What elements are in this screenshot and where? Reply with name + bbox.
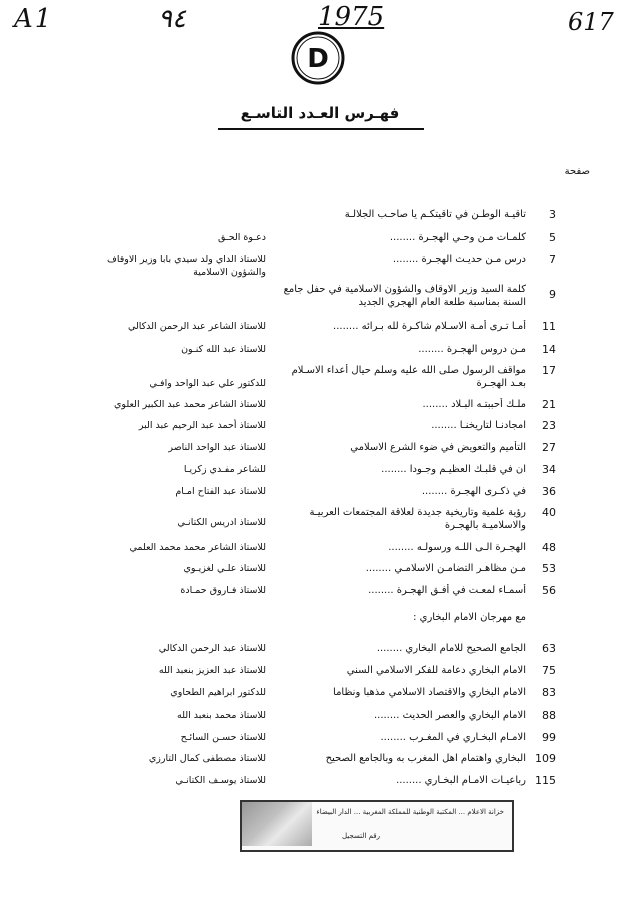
toc-page-number: 21	[542, 398, 556, 411]
stamp-image	[242, 802, 312, 846]
toc-page-number: 83	[542, 686, 556, 699]
toc-author: للاستاذ الشاعر عبد الرحمن الدكالي	[127, 321, 266, 332]
toc-author: للاستاذ فـاروق حمـادة	[180, 585, 266, 596]
toc-author: للاستاذ عبد العزيز بنعبد الله	[158, 665, 266, 676]
toc-author: للاستاذ أحمد عبد الرحيم عبد البر	[138, 420, 266, 431]
toc-title: ملـك أحببتـه البـلاد ........	[422, 399, 526, 410]
toc-page-number: 48	[542, 541, 556, 554]
toc-author: للاستاذ الشاعر محمد عبد الكبير العلوي	[113, 399, 266, 410]
handwritten-code-left: A1	[14, 4, 54, 34]
toc-page-number: 3	[549, 208, 556, 221]
stamp-text: خزانة الاعلام ... المكتبة الوطنية للمملكة المغربية ... الدار البيضاء	[316, 808, 504, 816]
toc-author: للشاعر مفـدي زكريـا	[183, 464, 266, 475]
handwritten-code-right: 617	[568, 8, 614, 36]
toc-page-number: 23	[542, 419, 556, 432]
toc-author: للاستاذ علـي لغزيـوي	[183, 563, 266, 574]
toc-author: للاستاذ الشاعر محمد محمد العلمي	[129, 542, 266, 553]
toc-page-number: 109	[535, 752, 556, 765]
toc-title: مـن دروس الهجـرة ........	[418, 344, 526, 355]
logo-d-icon	[290, 30, 346, 86]
toc-author: للدكتور علي عبد الواحد وافـي	[149, 378, 266, 389]
toc-author: للاستاذ حسـن السائـح	[180, 732, 266, 743]
toc-page-number: 11	[542, 320, 556, 333]
toc-title: الامام البخاري دعامة للفكر الاسلامي السني	[346, 665, 526, 676]
toc-title: البخاري واهتمام اهل المغرب به وبالجامع الصحيح	[325, 753, 526, 764]
toc-page-number: 75	[542, 664, 556, 677]
library-stamp	[240, 800, 514, 852]
toc-page-number: 99	[542, 731, 556, 744]
toc-page-number: 115	[535, 774, 556, 787]
toc-page-number: 88	[542, 709, 556, 722]
toc-title: الامـام البخـاري في المغـرب ........	[380, 732, 526, 743]
toc-title: درس مـن حديـث الهجـرة ........	[392, 254, 526, 265]
toc-page-number: 36	[542, 485, 556, 498]
toc-author: للاستاذ عبد الفتاح امـام	[175, 486, 266, 497]
toc-title: مواقف الرسول صلى الله عليه وسلم حيال أعداء الاسـلام بعـد الهجـرة	[291, 365, 526, 389]
toc-title: كلمة السيد وزير الاوقاف والشؤون الاسلامية في حفل جامع السنة بمناسبة طلعة العام الهجري الجديد	[283, 284, 526, 308]
toc-title: كلمـات مـن وحـي الهجـرة ........	[389, 232, 526, 243]
toc-page-number: 17	[542, 364, 556, 377]
toc-author: للاستاذ عبد الواحد الناصر	[168, 442, 266, 453]
toc-page-number: 40	[542, 506, 556, 519]
section-heading: مع مهرجان الامام البخاري :	[413, 612, 526, 623]
toc-author: للاستاذ يوسـف الكتانـي	[175, 775, 266, 786]
toc-page-number: 56	[542, 584, 556, 597]
toc-title: أسمـاء لمعـت في أفـق الهجـرة ........	[368, 585, 526, 596]
toc-title: التأميم والتعويض في ضوء الشرع الاسلامي	[350, 442, 526, 453]
toc-title: في ذكـرى الهجـرة ........	[421, 486, 526, 497]
toc-title: أمـا تـرى أمـة الاسـلام شاكـرة لله بـرائه ........	[333, 321, 526, 332]
page-title: فهـرس العـدد التاسـع	[240, 104, 400, 122]
toc-author: للاستاذ عبد الرحمن الدكالي	[158, 643, 266, 654]
toc-author: للاستاذ الداي ولد سيدي بابا وزير الاوقاف والشؤون الاسلامية	[106, 254, 266, 278]
toc-page-number: 7	[549, 253, 556, 266]
toc-title: الهجـرة الـى اللـه ورسولـه ........	[388, 542, 526, 553]
toc-page-number: 27	[542, 441, 556, 454]
toc-page-number: 9	[549, 288, 556, 301]
toc-page-number: 34	[542, 463, 556, 476]
toc-author: للاستاذ مصطفى كمال التارزي	[148, 753, 266, 764]
handwritten-year: 1975	[318, 2, 385, 32]
toc-title: امجادنـا لتاريخنـا ........	[431, 420, 526, 431]
toc-author: دعـوة الحـق	[218, 232, 266, 243]
toc-title: ان في قلبـك العظيـم وجـودا ........	[381, 464, 526, 475]
stamp-signature-label: رقم التسجيل	[342, 832, 380, 840]
title-underline	[218, 128, 424, 130]
toc-page-number: 5	[549, 231, 556, 244]
toc-page-number: 63	[542, 642, 556, 655]
toc-author: للاستاذ ادريس الكتانـي	[177, 517, 266, 528]
toc-title: تاقيـة الوطـن في تاقيتكـم يا صاحـب الجلالـة	[344, 209, 526, 220]
toc-author: للاستاذ عبد الله كنـون	[181, 344, 266, 355]
toc-title: رؤية علمية وتاريخية جديدة لعلاقة المجتمعات العربيـة والاسلاميـة بالهجـرة	[309, 507, 526, 531]
logo-letter: D	[307, 44, 329, 74]
toc-title: الامام البخاري والاقتصاد الاسلامي مذهبا ونظاما	[333, 687, 526, 698]
handwritten-issue-number: ٩٤	[158, 4, 186, 34]
toc-title: رباعيـات الامـام البخـاري ........	[396, 775, 526, 786]
page-column-header: صفحة	[564, 166, 590, 177]
toc-title: مـن مظاهـر التضامـن الاسلامـي ........	[365, 563, 526, 574]
toc-page-number: 14	[542, 343, 556, 356]
toc-author: للدكتور ابراهيم الطحاوي	[170, 687, 266, 698]
toc-page-number: 53	[542, 562, 556, 575]
toc-author: للاستاذ محمد بنعبد الله	[177, 710, 266, 721]
toc-title: الجامع الصحيح للامام البخاري ........	[376, 643, 526, 654]
toc-title: الامام البخاري والعصر الحديث ........	[373, 710, 526, 721]
